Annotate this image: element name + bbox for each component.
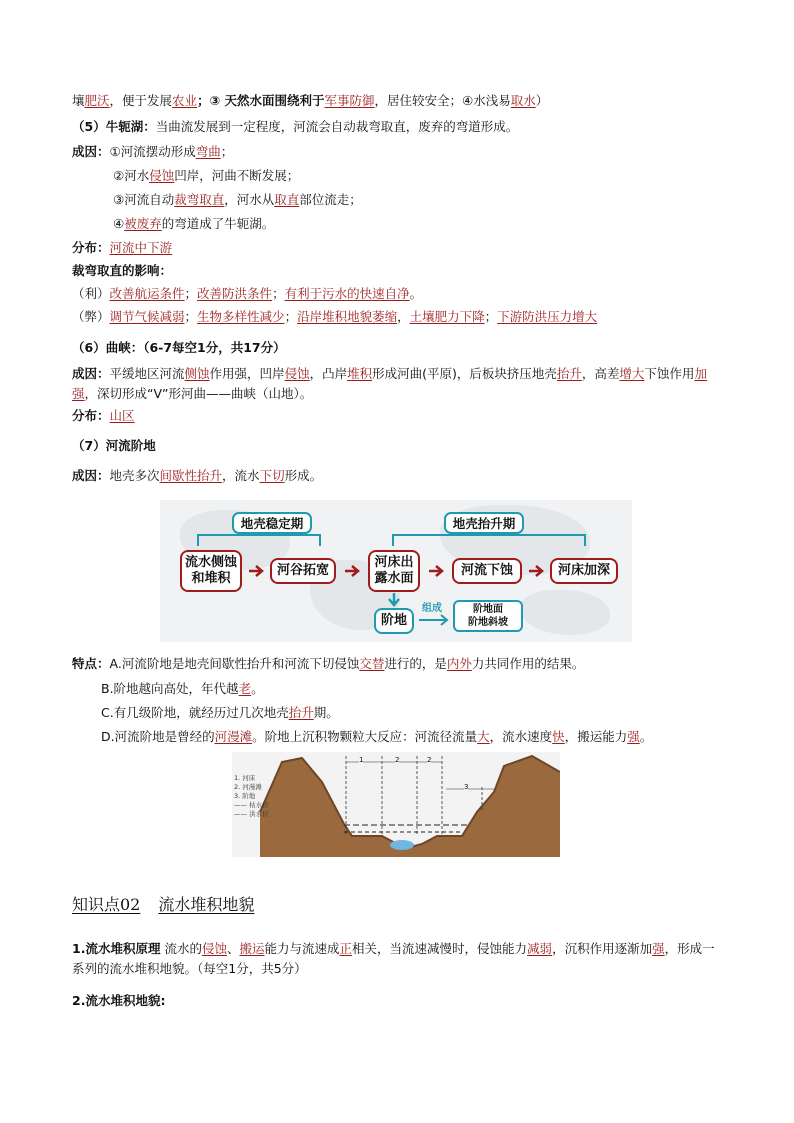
- oxbow-cause-1: 成因：①河流摆动形成弯曲；: [72, 144, 234, 159]
- valley-profile: [232, 752, 560, 857]
- deposition-principle: 1.流水堆积原理 流水的侵蚀、搬运能力与流速成正相关，当流速减慢时，侵蚀能力减弱，沉积作用逐渐加强，形成一系列的流水堆积地貌。（每空1分，共5分）: [72, 941, 715, 976]
- dimension-label: 2: [395, 756, 400, 764]
- line-advantages: 壤肥沃，便于发展农业；③ 天然水面围绕利于军事防御，居住较安全；④水浅易取水）: [72, 93, 549, 108]
- oxbow-distribution: 分布：河流中下游: [72, 240, 173, 255]
- arrow-right-icon: [428, 564, 446, 578]
- dimension-label: 3: [464, 783, 469, 791]
- feature-a: 特点：A.河流阶地是地壳间歇性抬升和河流下切侵蚀交替进行的，是内外力共同作用的结果。: [72, 656, 585, 671]
- terrace-formation-diagram: [160, 500, 632, 642]
- stable-period-label: 地壳稳定期: [232, 512, 312, 534]
- compose-label: 组成: [422, 603, 442, 614]
- flow-box-terrace: 阶地: [374, 608, 414, 634]
- flow-box-riverbed-exposed: 河床出 露水面: [368, 550, 420, 592]
- stable-period-bracket: [197, 534, 321, 546]
- arrow-down-icon: [386, 592, 402, 608]
- flow-box-riverbed-deepening: 河床加深: [550, 558, 618, 584]
- dimension-label: 2: [427, 756, 432, 764]
- valley-legend: 1. 河床 2. 河漫滩 3. 阶地 —— 枯水位 —— 洪水位: [234, 774, 269, 818]
- cutoff-pros: （利）改善航运条件；改善防洪条件；有利于污水的快速自净。: [72, 286, 423, 301]
- valley-cross-section-figure: [232, 752, 560, 857]
- gorge-distribution: 分布：山区: [72, 408, 135, 423]
- map-background-shape: [520, 590, 610, 635]
- dimension-label: 1: [359, 756, 364, 764]
- cutoff-cons: （弊）调节气候减弱；生物多样性减少；沿岸堆积地貌萎缩，土壤肥力下降；下游防洪压力增大: [72, 309, 598, 324]
- flow-box-terrace-parts: 阶地面 阶地斜坡: [453, 600, 523, 632]
- oxbow-cause-3: ③河流自动裁弯取直，河水从取直部位流走；: [113, 192, 362, 207]
- oxbow-cause-2: ②河水侵蚀凹岸，河曲不断发展；: [113, 168, 300, 183]
- terrace-cause: 成因：地壳多次间歇性抬升，流水下切形成。: [72, 468, 323, 483]
- section-heading: 知识点02 流水堆积地貌: [72, 895, 255, 914]
- oxbow-cause-4: ④被废弃的弯道成了牛轭湖。: [113, 216, 275, 231]
- gorge-cause: 成因：平缓地区河流侧蚀作用强，凹岸侵蚀，凸岸堆积形成河曲(平原)，后板块挤压地壳抬升，高差增大下蚀作用加强，深切形成“V”形河曲——曲峡（山地）。: [72, 366, 707, 401]
- flow-box-lateral-erosion: 流水侧蚀 和堆积: [180, 550, 242, 592]
- feature-b: B.阶地越向高处，年代越老。: [101, 681, 264, 696]
- cutoff-impact-title: 裁弯取直的影响：: [72, 263, 173, 278]
- arrow-right-icon: [248, 564, 266, 578]
- uplift-period-bracket: [392, 534, 586, 546]
- oxbow-heading: （5）牛轭湖：当曲流发展到一定程度，河流会自动裁弯取直，废弃的弯道形成。: [72, 119, 519, 134]
- arrow-right-icon: [528, 564, 546, 578]
- deposition-landforms-heading: 2.流水堆积地貌:: [72, 993, 166, 1008]
- arrow-right-icon: [344, 564, 362, 578]
- uplift-period-label: 地壳抬升期: [444, 512, 524, 534]
- gorge-heading: （6）曲峡：（6-7每空1分，共17分）: [72, 340, 286, 355]
- feature-d: D.河流阶地是曾经的河漫滩。阶地上沉积物颗粒大反应：河流径流量大，流水速度快，搬运能力强。: [101, 729, 653, 744]
- flow-box-downcutting: 河流下蚀: [452, 558, 522, 584]
- arrow-right-icon: [418, 613, 450, 627]
- flow-box-valley-widening: 河谷拓宽: [270, 558, 336, 584]
- feature-c: C.有几级阶地，就经历过几次地壳抬升期。: [101, 705, 339, 720]
- terrace-heading: （7）河流阶地: [72, 438, 156, 453]
